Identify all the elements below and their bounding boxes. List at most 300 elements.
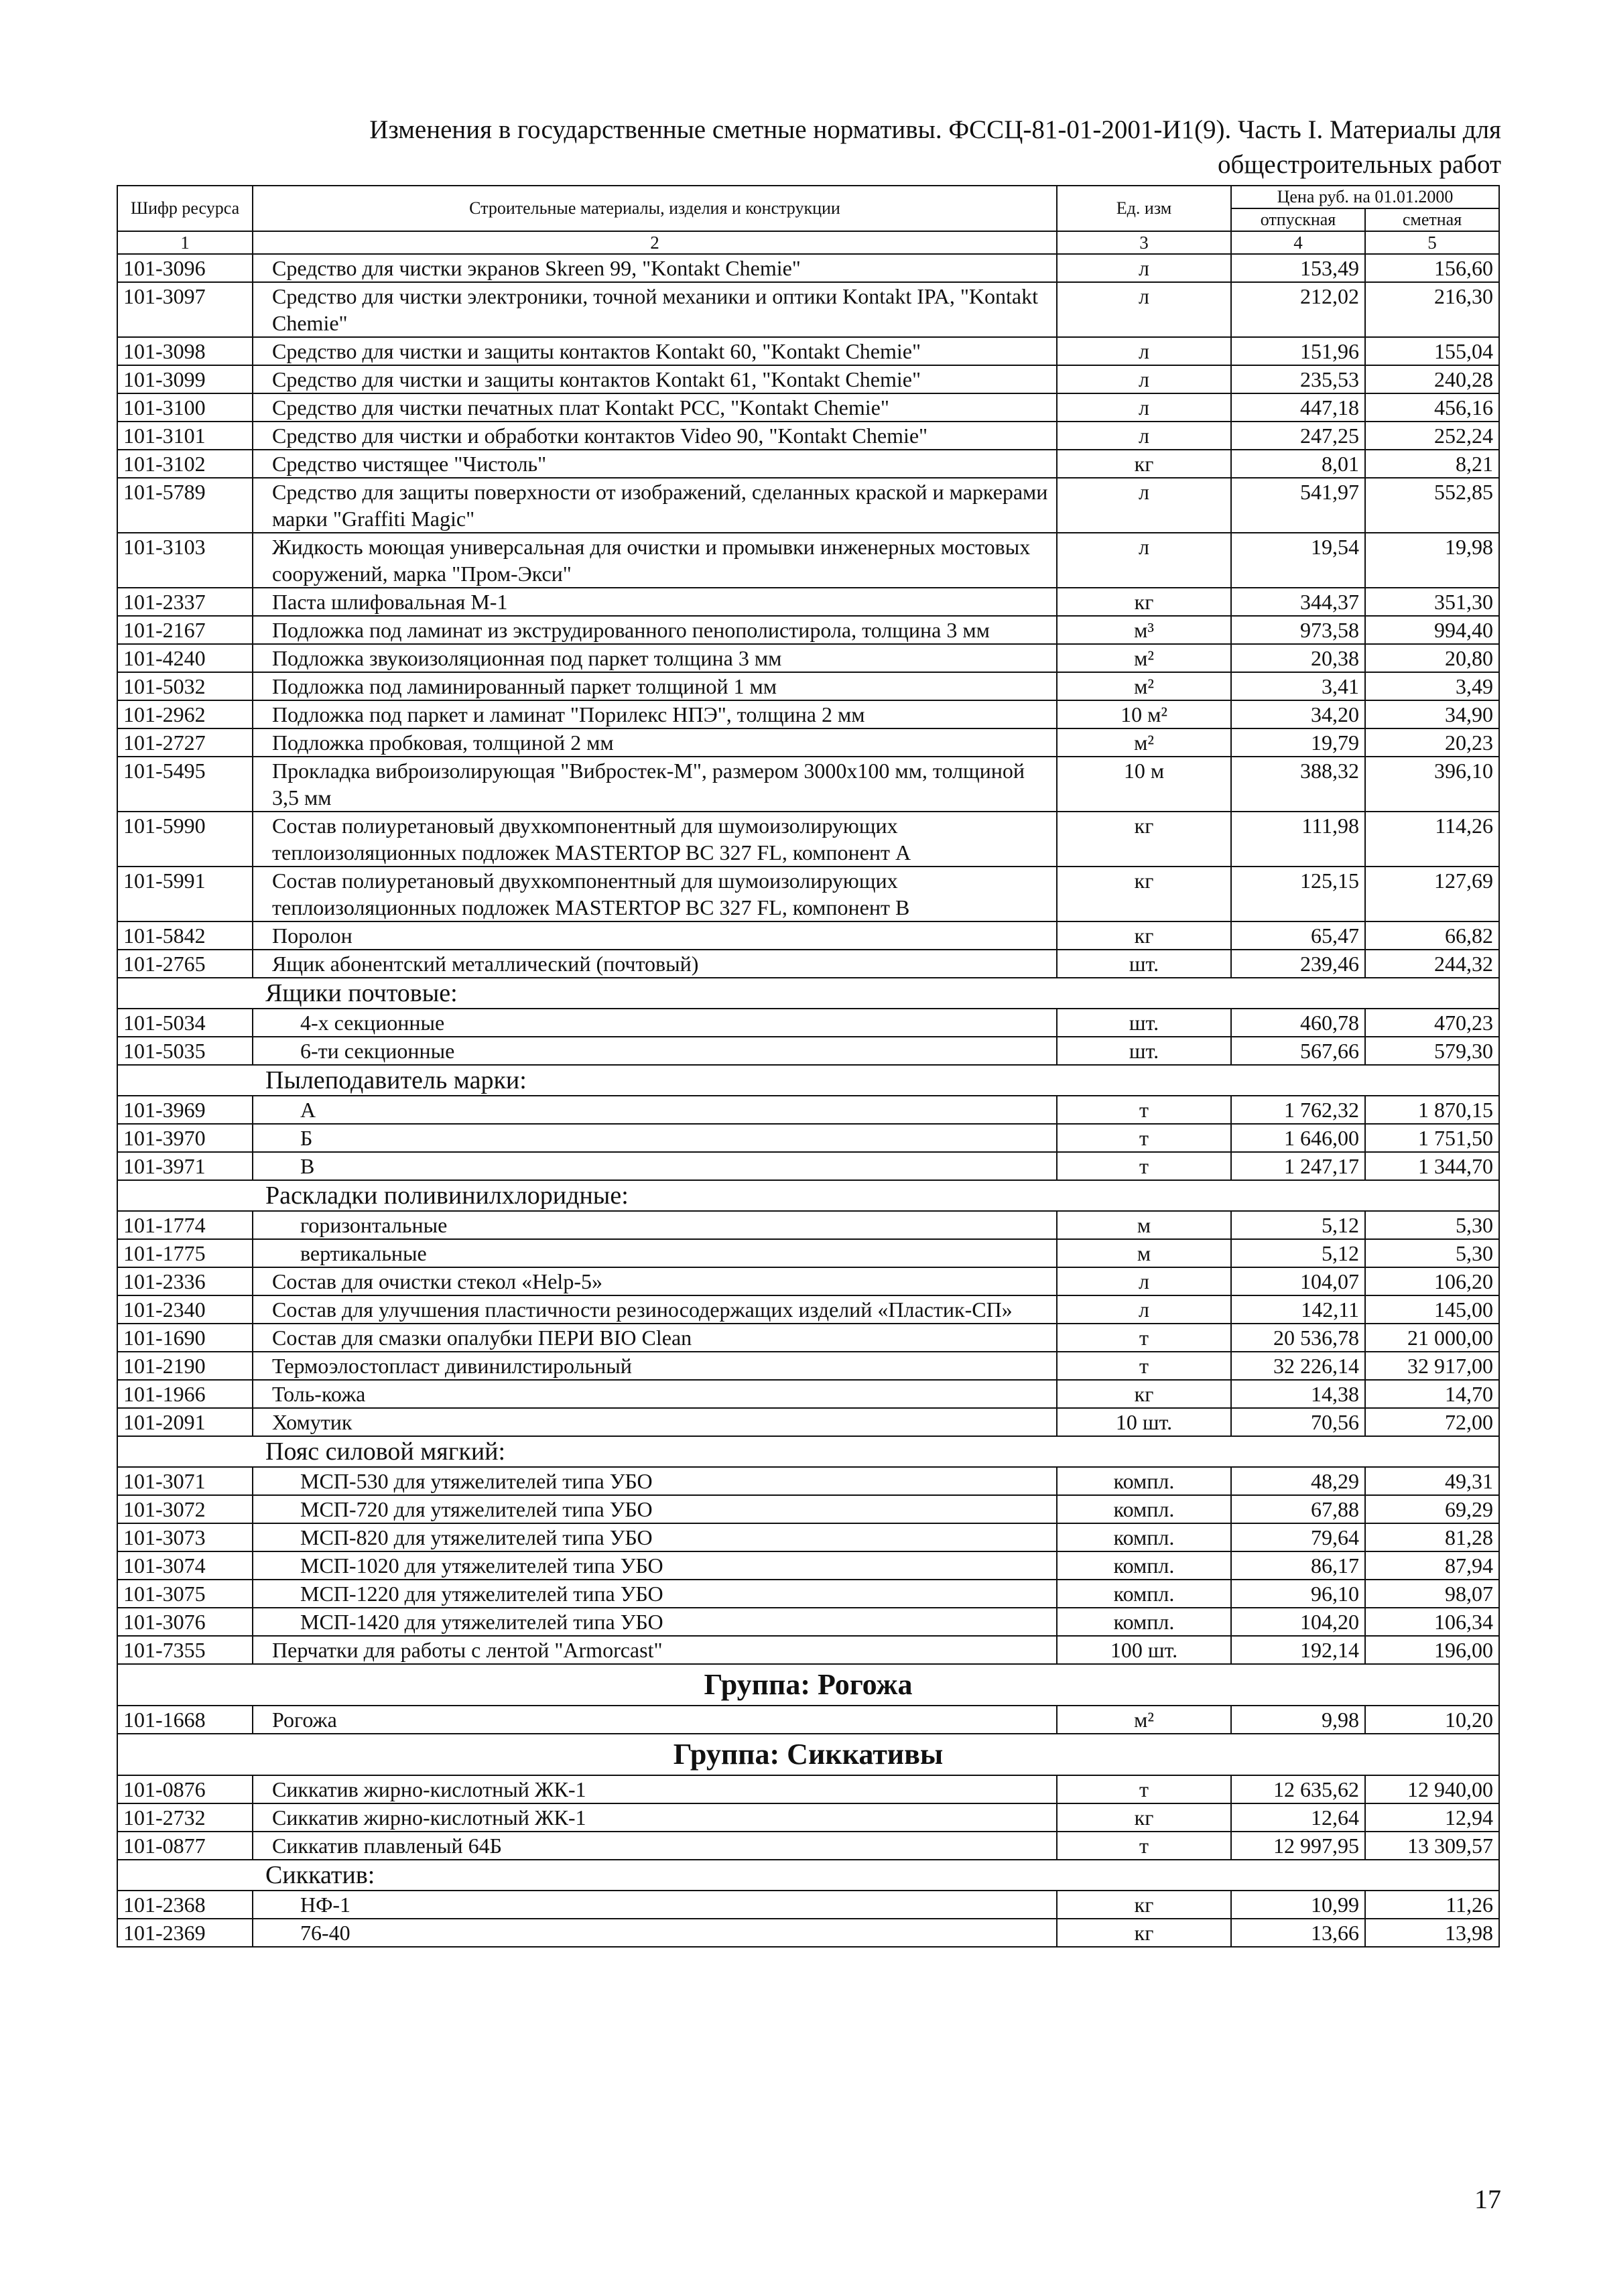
unit-cell: кг — [1057, 1803, 1231, 1832]
resource-code-cell: 101-3071 — [117, 1467, 253, 1495]
release-price-cell: 447,18 — [1231, 393, 1365, 422]
release-price-cell: 67,88 — [1231, 1495, 1365, 1523]
estimate-price-cell: 19,98 — [1365, 533, 1499, 588]
unit-cell: 10 м — [1057, 757, 1231, 812]
release-price-cell: 32 226,14 — [1231, 1352, 1365, 1380]
resource-code-cell: 101-1775 — [117, 1239, 253, 1267]
table-row — [117, 1239, 1499, 1267]
material-name-cell: Средство для защиты поверхности от изображений, сделанных краской и маркерами марки "Graffiti Magic" — [253, 478, 1057, 533]
table-row — [117, 1832, 1499, 1860]
resource-code-cell: 101-2336 — [117, 1267, 253, 1295]
release-price-cell: 973,58 — [1231, 616, 1365, 644]
table-row — [117, 1580, 1499, 1608]
release-price-cell: 86,17 — [1231, 1551, 1365, 1580]
release-price-cell: 48,29 — [1231, 1467, 1365, 1495]
material-name-cell: 4-х секционные — [253, 1009, 1057, 1037]
resource-code-cell: 101-3075 — [117, 1580, 253, 1608]
table-row — [117, 1891, 1499, 1919]
column-number: 2 — [253, 231, 1057, 254]
table-row — [117, 1324, 1499, 1352]
material-name-cell: Хомутик — [253, 1408, 1057, 1436]
table-row — [117, 1706, 1499, 1734]
subgroup-title: Ящики почтовые: — [117, 978, 1499, 1009]
unit-cell: т — [1057, 1832, 1231, 1860]
release-price-cell: 65,47 — [1231, 921, 1365, 950]
subgroup-header-row — [117, 1436, 1499, 1467]
unit-cell: л — [1057, 422, 1231, 450]
group-header-row — [117, 1734, 1499, 1775]
unit-cell: л — [1057, 533, 1231, 588]
material-name-cell: А — [253, 1096, 1057, 1124]
page-title — [121, 113, 1501, 182]
resource-code-cell: 101-3969 — [117, 1096, 253, 1124]
release-price-cell: 5,12 — [1231, 1211, 1365, 1239]
estimate-price-cell: 244,32 — [1365, 950, 1499, 978]
resource-code-cell: 101-3099 — [117, 365, 253, 393]
unit-cell: шт. — [1057, 1037, 1231, 1065]
resource-code-cell: 101-2091 — [117, 1408, 253, 1436]
table-row — [117, 1636, 1499, 1664]
release-price-cell: 212,02 — [1231, 282, 1365, 337]
material-name-cell: Состав полиуретановый двухкомпонентный для шумоизолирующих теплоизоляционных подложек MASTERTOP BC 327 FL, компонент В — [253, 867, 1057, 921]
material-name-cell: Термоэлостопласт дивинилстирольный — [253, 1352, 1057, 1380]
table-row — [117, 950, 1499, 978]
table-row — [117, 1009, 1499, 1037]
unit-cell: шт. — [1057, 950, 1231, 978]
unit-cell: т — [1057, 1096, 1231, 1124]
release-price-cell: 104,20 — [1231, 1608, 1365, 1636]
unit-cell: кг — [1057, 921, 1231, 950]
page-title-line-1: Изменения в государственные сметные нормативы. ФССЦ-81-01-2001-И1(9). Часть I. Материалы для — [369, 115, 1501, 144]
release-price-cell: 34,20 — [1231, 700, 1365, 728]
table-row — [117, 1803, 1499, 1832]
estimate-price-cell: 12,94 — [1365, 1803, 1499, 1832]
release-price-cell: 344,37 — [1231, 588, 1365, 616]
page-number: 17 — [1474, 2184, 1501, 2214]
table-row — [117, 1551, 1499, 1580]
estimate-price-cell: 12 940,00 — [1365, 1775, 1499, 1803]
unit-cell: м² — [1057, 728, 1231, 757]
table-row — [117, 812, 1499, 867]
table-row — [117, 616, 1499, 644]
estimate-price-cell: 8,21 — [1365, 450, 1499, 478]
material-name-cell: МСП-1020 для утяжелителей типа УБО — [253, 1551, 1057, 1580]
table-row — [117, 1267, 1499, 1295]
release-price-cell: 247,25 — [1231, 422, 1365, 450]
unit-cell: м — [1057, 1211, 1231, 1239]
release-price-cell: 239,46 — [1231, 950, 1365, 978]
unit-cell: 10 шт. — [1057, 1408, 1231, 1436]
subgroup-title: Сиккатив: — [117, 1860, 1499, 1891]
table-row — [117, 365, 1499, 393]
resource-code-cell: 101-2190 — [117, 1352, 253, 1380]
unit-cell: 10 м² — [1057, 700, 1231, 728]
estimate-price-cell: 21 000,00 — [1365, 1324, 1499, 1352]
unit-cell: компл. — [1057, 1523, 1231, 1551]
material-name-cell: Толь-кожа — [253, 1380, 1057, 1408]
estimate-price-cell: 98,07 — [1365, 1580, 1499, 1608]
subgroup-title: Пояс силовой мягкий: — [117, 1436, 1499, 1467]
material-name-cell: Подложка под ламинированный паркет толщиной 1 мм — [253, 672, 1057, 700]
resource-code-cell: 101-3098 — [117, 337, 253, 365]
resource-code-cell: 101-5842 — [117, 921, 253, 950]
resource-code-cell: 101-5032 — [117, 672, 253, 700]
subgroup-header-row — [117, 1065, 1499, 1096]
unit-cell: компл. — [1057, 1551, 1231, 1580]
unit-cell: кг — [1057, 588, 1231, 616]
unit-cell: компл. — [1057, 1608, 1231, 1636]
resource-code-cell: 101-2369 — [117, 1919, 253, 1947]
resource-code-cell: 101-3073 — [117, 1523, 253, 1551]
material-name-cell: Сиккатив жирно-кислотный ЖК-1 — [253, 1775, 1057, 1803]
group-title: Группа: Рогожа — [117, 1664, 1499, 1706]
resource-code-cell: 101-5990 — [117, 812, 253, 867]
table-row — [117, 1295, 1499, 1324]
column-number: 5 — [1365, 231, 1499, 254]
materials-price-table — [117, 185, 1500, 1948]
subgroup-title: Раскладки поливинилхлоридные: — [117, 1180, 1499, 1211]
estimate-price-cell: 579,30 — [1365, 1037, 1499, 1065]
resource-code-cell: 101-2732 — [117, 1803, 253, 1832]
resource-code-cell: 101-0877 — [117, 1832, 253, 1860]
table-row — [117, 672, 1499, 700]
group-title: Группа: Сиккативы — [117, 1734, 1499, 1775]
unit-cell: т — [1057, 1352, 1231, 1380]
estimate-price-cell: 252,24 — [1365, 422, 1499, 450]
resource-code-cell: 101-5034 — [117, 1009, 253, 1037]
subgroup-header-row — [117, 1860, 1499, 1891]
resource-code-cell: 101-2765 — [117, 950, 253, 978]
estimate-price-cell: 10,20 — [1365, 1706, 1499, 1734]
material-name-cell: НФ-1 — [253, 1891, 1057, 1919]
estimate-price-cell: 5,30 — [1365, 1211, 1499, 1239]
col-header-code: Шифр ресурса — [117, 186, 253, 231]
release-price-cell: 12 997,95 — [1231, 1832, 1365, 1860]
material-name-cell: Средство для чистки и обработки контактов Video 90, "Kontakt Chemie" — [253, 422, 1057, 450]
release-price-cell: 12,64 — [1231, 1803, 1365, 1832]
resource-code-cell: 101-1774 — [117, 1211, 253, 1239]
resource-code-cell: 101-7355 — [117, 1636, 253, 1664]
unit-cell: кг — [1057, 1919, 1231, 1947]
estimate-price-cell: 49,31 — [1365, 1467, 1499, 1495]
resource-code-cell: 101-3100 — [117, 393, 253, 422]
release-price-cell: 70,56 — [1231, 1408, 1365, 1436]
resource-code-cell: 101-4240 — [117, 644, 253, 672]
unit-cell: л — [1057, 337, 1231, 365]
estimate-price-cell: 13 309,57 — [1365, 1832, 1499, 1860]
material-name-cell: Перчатки для работы с лентой "Armorcast" — [253, 1636, 1057, 1664]
resource-code-cell: 101-3072 — [117, 1495, 253, 1523]
estimate-price-cell: 81,28 — [1365, 1523, 1499, 1551]
resource-code-cell: 101-5991 — [117, 867, 253, 921]
material-name-cell: Жидкость моющая универсальная для очистки и промывки инженерных мостовых сооружений, марка "Пром-Экси" — [253, 533, 1057, 588]
column-number: 1 — [117, 231, 253, 254]
material-name-cell: Сиккатив плавленый 64Б — [253, 1832, 1057, 1860]
col-header-estimate-price: сметная — [1365, 208, 1499, 231]
resource-code-cell: 101-5495 — [117, 757, 253, 812]
release-price-cell: 235,53 — [1231, 365, 1365, 393]
unit-cell: л — [1057, 254, 1231, 282]
release-price-cell: 5,12 — [1231, 1239, 1365, 1267]
material-name-cell: Состав для смазки опалубки ПЕРИ BIO Clean — [253, 1324, 1057, 1352]
estimate-price-cell: 32 917,00 — [1365, 1352, 1499, 1380]
unit-cell: 100 шт. — [1057, 1636, 1231, 1664]
estimate-price-cell: 3,49 — [1365, 672, 1499, 700]
unit-cell: т — [1057, 1775, 1231, 1803]
table-row — [117, 1523, 1499, 1551]
estimate-price-cell: 196,00 — [1365, 1636, 1499, 1664]
table-row — [117, 700, 1499, 728]
material-name-cell: Средство для чистки экранов Skreen 99, "Kontakt Chemie" — [253, 254, 1057, 282]
estimate-price-cell: 994,40 — [1365, 616, 1499, 644]
resource-code-cell: 101-3970 — [117, 1124, 253, 1152]
estimate-price-cell: 87,94 — [1365, 1551, 1499, 1580]
resource-code-cell: 101-3102 — [117, 450, 253, 478]
release-price-cell: 3,41 — [1231, 672, 1365, 700]
table-row — [117, 1775, 1499, 1803]
table-row — [117, 1608, 1499, 1636]
subgroup-title: Пылеподавитель марки: — [117, 1065, 1499, 1096]
estimate-price-cell: 69,29 — [1365, 1495, 1499, 1523]
table-row — [117, 1124, 1499, 1152]
material-name-cell: Сиккатив жирно-кислотный ЖК-1 — [253, 1803, 1057, 1832]
material-name-cell: Средство для чистки и защиты контактов Kontakt 60, "Kontakt Chemie" — [253, 337, 1057, 365]
resource-code-cell: 101-2167 — [117, 616, 253, 644]
col-header-unit: Ед. изм — [1057, 186, 1231, 231]
estimate-price-cell: 106,20 — [1365, 1267, 1499, 1295]
release-price-cell: 1 762,32 — [1231, 1096, 1365, 1124]
unit-cell: м² — [1057, 1706, 1231, 1734]
resource-code-cell: 101-2727 — [117, 728, 253, 757]
material-name-cell: МСП-1220 для утяжелителей типа УБО — [253, 1580, 1057, 1608]
release-price-cell: 192,14 — [1231, 1636, 1365, 1664]
table-row — [117, 450, 1499, 478]
table-row — [117, 588, 1499, 616]
release-price-cell: 19,54 — [1231, 533, 1365, 588]
resource-code-cell: 101-1690 — [117, 1324, 253, 1352]
material-name-cell: Средство для чистки и защиты контактов Kontakt 61, "Kontakt Chemie" — [253, 365, 1057, 393]
release-price-cell: 104,07 — [1231, 1267, 1365, 1295]
material-name-cell: Поролон — [253, 921, 1057, 950]
estimate-price-cell: 240,28 — [1365, 365, 1499, 393]
estimate-price-cell: 1 751,50 — [1365, 1124, 1499, 1152]
table-row — [117, 728, 1499, 757]
estimate-price-cell: 5,30 — [1365, 1239, 1499, 1267]
table-row — [117, 1467, 1499, 1495]
resource-code-cell: 101-2368 — [117, 1891, 253, 1919]
release-price-cell: 14,38 — [1231, 1380, 1365, 1408]
resource-code-cell: 101-1668 — [117, 1706, 253, 1734]
estimate-price-cell: 34,90 — [1365, 700, 1499, 728]
unit-cell: л — [1057, 1267, 1231, 1295]
table-body — [117, 254, 1499, 1947]
col-header-name: Строительные материалы, изделия и конструкции — [253, 186, 1057, 231]
estimate-price-cell: 470,23 — [1365, 1009, 1499, 1037]
estimate-price-cell: 396,10 — [1365, 757, 1499, 812]
release-price-cell: 111,98 — [1231, 812, 1365, 867]
material-name-cell: 6-ти секционные — [253, 1037, 1057, 1065]
table-row — [117, 1919, 1499, 1947]
estimate-price-cell: 552,85 — [1365, 478, 1499, 533]
unit-cell: т — [1057, 1152, 1231, 1180]
table-row — [117, 282, 1499, 337]
unit-cell: м³ — [1057, 616, 1231, 644]
material-name-cell: Прокладка виброизолирующая "Вибростек-М", размером 3000х100 мм, толщиной 3,5 мм — [253, 757, 1057, 812]
table-row — [117, 1037, 1499, 1065]
table-row — [117, 921, 1499, 950]
unit-cell: компл. — [1057, 1495, 1231, 1523]
material-name-cell: горизонтальные — [253, 1211, 1057, 1239]
resource-code-cell: 101-3971 — [117, 1152, 253, 1180]
resource-code-cell: 101-3103 — [117, 533, 253, 588]
material-name-cell: МСП-820 для утяжелителей типа УБО — [253, 1523, 1057, 1551]
unit-cell: м² — [1057, 672, 1231, 700]
release-price-cell: 541,97 — [1231, 478, 1365, 533]
resource-code-cell: 101-2337 — [117, 588, 253, 616]
estimate-price-cell: 14,70 — [1365, 1380, 1499, 1408]
release-price-cell: 96,10 — [1231, 1580, 1365, 1608]
resource-code-cell: 101-5035 — [117, 1037, 253, 1065]
release-price-cell: 20,38 — [1231, 644, 1365, 672]
table-row — [117, 254, 1499, 282]
material-name-cell: МСП-720 для утяжелителей типа УБО — [253, 1495, 1057, 1523]
subgroup-header-row — [117, 1180, 1499, 1211]
table-row — [117, 1152, 1499, 1180]
release-price-cell: 79,64 — [1231, 1523, 1365, 1551]
estimate-price-cell: 11,26 — [1365, 1891, 1499, 1919]
estimate-price-cell: 20,80 — [1365, 644, 1499, 672]
unit-cell: компл. — [1057, 1467, 1231, 1495]
material-name-cell: Рогожа — [253, 1706, 1057, 1734]
estimate-price-cell: 1 344,70 — [1365, 1152, 1499, 1180]
unit-cell: шт. — [1057, 1009, 1231, 1037]
estimate-price-cell: 216,30 — [1365, 282, 1499, 337]
release-price-cell: 153,49 — [1231, 254, 1365, 282]
resource-code-cell: 101-3096 — [117, 254, 253, 282]
material-name-cell: Подложка пробковая, толщиной 2 мм — [253, 728, 1057, 757]
estimate-price-cell: 127,69 — [1365, 867, 1499, 921]
release-price-cell: 151,96 — [1231, 337, 1365, 365]
unit-cell: кг — [1057, 812, 1231, 867]
group-header-row — [117, 1664, 1499, 1706]
estimate-price-cell: 66,82 — [1365, 921, 1499, 950]
unit-cell: компл. — [1057, 1580, 1231, 1608]
unit-cell: л — [1057, 365, 1231, 393]
table-row — [117, 422, 1499, 450]
estimate-price-cell: 1 870,15 — [1365, 1096, 1499, 1124]
estimate-price-cell: 456,16 — [1365, 393, 1499, 422]
unit-cell: л — [1057, 393, 1231, 422]
table-row — [117, 478, 1499, 533]
resource-code-cell: 101-2962 — [117, 700, 253, 728]
estimate-price-cell: 114,26 — [1365, 812, 1499, 867]
resource-code-cell: 101-3097 — [117, 282, 253, 337]
material-name-cell: Состав для очистки стекол «Help-5» — [253, 1267, 1057, 1295]
resource-code-cell: 101-0876 — [117, 1775, 253, 1803]
column-number: 3 — [1057, 231, 1231, 254]
material-name-cell: Средство для чистки печатных плат Kontakt PCC, "Kontakt Chemie" — [253, 393, 1057, 422]
table-row — [117, 644, 1499, 672]
release-price-cell: 125,15 — [1231, 867, 1365, 921]
resource-code-cell: 101-3101 — [117, 422, 253, 450]
unit-cell: кг — [1057, 867, 1231, 921]
release-price-cell: 19,79 — [1231, 728, 1365, 757]
release-price-cell: 1 247,17 — [1231, 1152, 1365, 1180]
unit-cell: л — [1057, 282, 1231, 337]
page-title-line-2: общестроительных работ — [1218, 150, 1501, 179]
material-name-cell: Б — [253, 1124, 1057, 1152]
release-price-cell: 142,11 — [1231, 1295, 1365, 1324]
release-price-cell: 10,99 — [1231, 1891, 1365, 1919]
unit-cell: т — [1057, 1324, 1231, 1352]
unit-cell: м — [1057, 1239, 1231, 1267]
unit-cell: л — [1057, 1295, 1231, 1324]
table-row — [117, 1380, 1499, 1408]
unit-cell: кг — [1057, 1891, 1231, 1919]
release-price-cell: 460,78 — [1231, 1009, 1365, 1037]
release-price-cell: 388,32 — [1231, 757, 1365, 812]
release-price-cell: 12 635,62 — [1231, 1775, 1365, 1803]
table-row — [117, 393, 1499, 422]
table-row — [117, 1352, 1499, 1380]
estimate-price-cell: 13,98 — [1365, 1919, 1499, 1947]
col-header-price: Цена руб. на 01.01.2000 — [1231, 186, 1499, 208]
release-price-cell: 1 646,00 — [1231, 1124, 1365, 1152]
column-number: 4 — [1231, 231, 1365, 254]
col-header-release-price: отпускная — [1231, 208, 1365, 231]
material-name-cell: Подложка под ламинат из экструдированного пенополистирола, толщина 3 мм — [253, 616, 1057, 644]
resource-code-cell: 101-5789 — [117, 478, 253, 533]
material-name-cell: Ящик абонентский металлический (почтовый) — [253, 950, 1057, 978]
material-name-cell: МСП-530 для утяжелителей типа УБО — [253, 1467, 1057, 1495]
material-name-cell: МСП-1420 для утяжелителей типа УБО — [253, 1608, 1057, 1636]
release-price-cell: 8,01 — [1231, 450, 1365, 478]
table-row — [117, 757, 1499, 812]
table-row — [117, 1408, 1499, 1436]
material-name-cell: Подложка под паркет и ламинат "Порилекс НПЭ", толщина 2 мм — [253, 700, 1057, 728]
estimate-price-cell: 155,04 — [1365, 337, 1499, 365]
unit-cell: кг — [1057, 1380, 1231, 1408]
material-name-cell: В — [253, 1152, 1057, 1180]
estimate-price-cell: 72,00 — [1365, 1408, 1499, 1436]
table-row — [117, 1495, 1499, 1523]
release-price-cell: 567,66 — [1231, 1037, 1365, 1065]
table-row — [117, 337, 1499, 365]
unit-cell: м² — [1057, 644, 1231, 672]
material-name-cell: Средство чистящее "Чистоль" — [253, 450, 1057, 478]
column-numbers-row — [117, 231, 1499, 254]
material-name-cell: Подложка звукоизоляционная под паркет толщина 3 мм — [253, 644, 1057, 672]
release-price-cell: 20 536,78 — [1231, 1324, 1365, 1352]
unit-cell: кг — [1057, 450, 1231, 478]
material-name-cell: вертикальные — [253, 1239, 1057, 1267]
estimate-price-cell: 156,60 — [1365, 254, 1499, 282]
resource-code-cell: 101-3076 — [117, 1608, 253, 1636]
material-name-cell: Паста шлифовальная М-1 — [253, 588, 1057, 616]
resource-code-cell: 101-3074 — [117, 1551, 253, 1580]
unit-cell: л — [1057, 478, 1231, 533]
unit-cell: т — [1057, 1124, 1231, 1152]
release-price-cell: 9,98 — [1231, 1706, 1365, 1734]
subgroup-header-row — [117, 978, 1499, 1009]
resource-code-cell: 101-1966 — [117, 1380, 253, 1408]
table-row — [117, 867, 1499, 921]
material-name-cell: Состав полиуретановый двухкомпонентный для шумоизолирующих теплоизоляционных подложек MASTERTOP BC 327 FL, компонент А — [253, 812, 1057, 867]
resource-code-cell: 101-2340 — [117, 1295, 253, 1324]
material-name-cell: Состав для улучшения пластичности резиносодержащих изделий «Пластик-СП» — [253, 1295, 1057, 1324]
table-row — [117, 533, 1499, 588]
estimate-price-cell: 145,00 — [1365, 1295, 1499, 1324]
